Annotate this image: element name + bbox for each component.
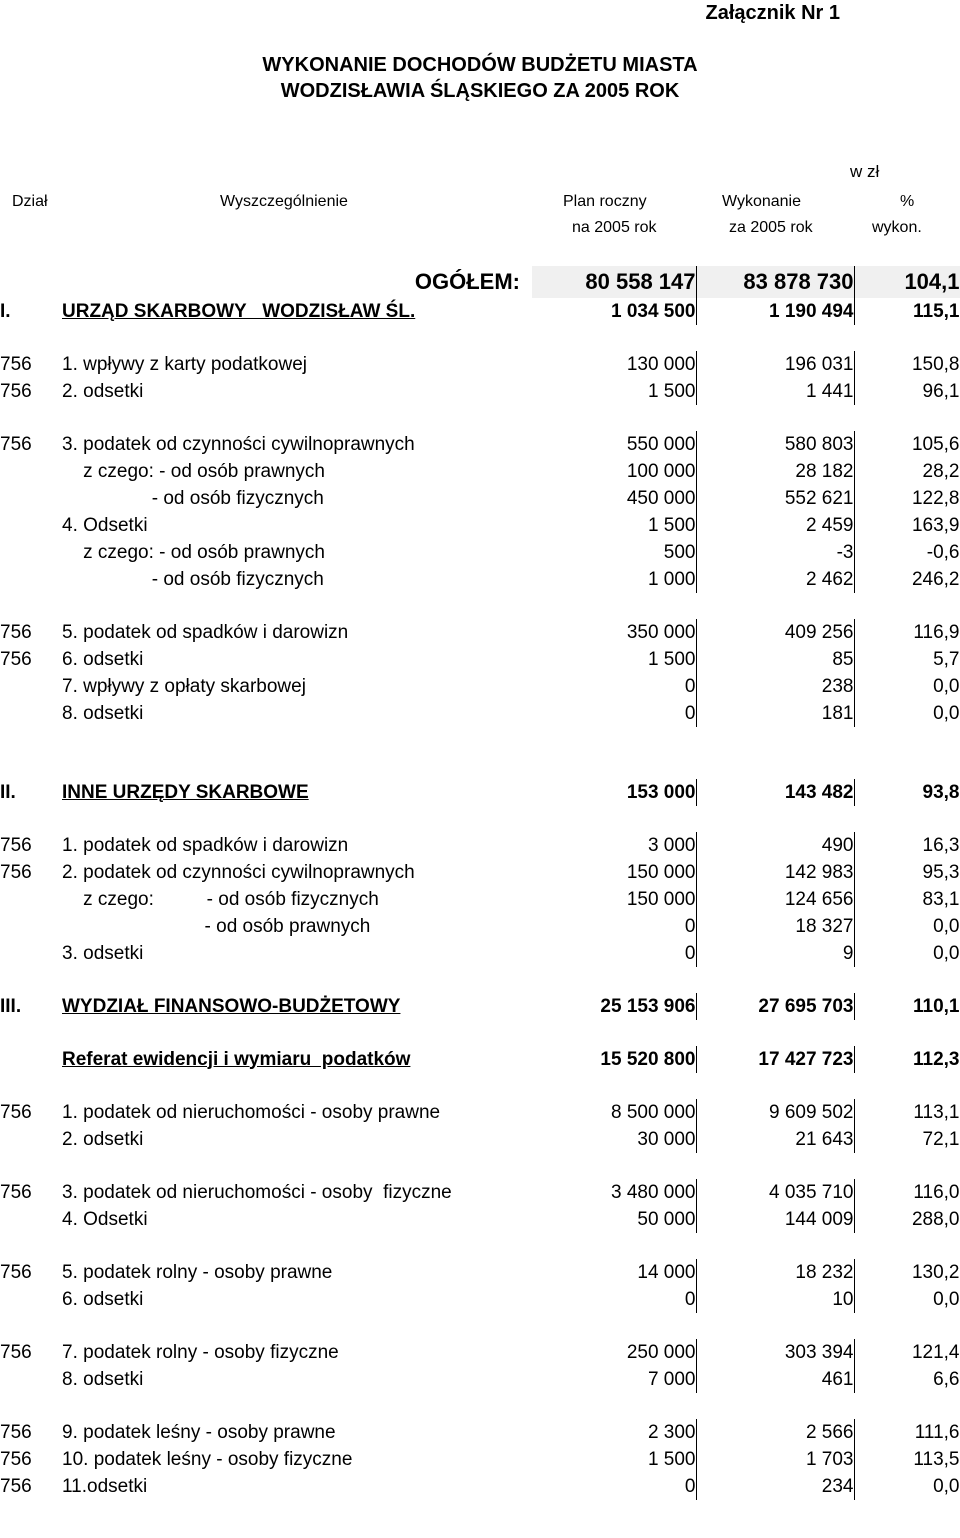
percent-cell: 288,0 [854, 1206, 960, 1233]
document-title-line-1: WYKONANIE DOCHODÓW BUDŻETU MIASTA [262, 54, 698, 76]
plan-cell: 150 000 [532, 886, 696, 913]
plan-cell: 0 [532, 913, 696, 940]
plan-cell: 1 500 [532, 512, 696, 539]
dzial-cell: 756 [0, 1421, 32, 1443]
execution-cell: 238 [696, 673, 854, 700]
dzial-cell [0, 458, 62, 485]
plan-cell: 500 [532, 539, 696, 566]
percent-cell: 112,3 [854, 1046, 960, 1073]
execution-cell: 18 327 [696, 913, 854, 940]
execution-cell: 143 482 [696, 779, 854, 806]
execution-cell: 234 [696, 1473, 854, 1500]
execution-cell: 18 232 [696, 1259, 854, 1286]
spacer-row [0, 806, 960, 832]
execution-cell: 303 394 [696, 1339, 854, 1366]
percent-cell: 83,1 [854, 886, 960, 913]
table-row [0, 993, 960, 1020]
description-cell: 2. odsetki [62, 380, 144, 402]
dzial-cell [0, 940, 62, 967]
table-row [0, 431, 960, 458]
plan-cell: 1 034 500 [532, 298, 696, 325]
table-row [0, 1473, 960, 1500]
plan-cell: 130 000 [532, 351, 696, 378]
dzial-cell [0, 266, 62, 298]
table-row [0, 266, 960, 298]
dzial-cell [0, 566, 62, 593]
execution-cell: 28 182 [696, 458, 854, 485]
description-cell: 2. podatek od czynności cywilnoprawnych [62, 861, 415, 883]
dzial-cell: 756 [0, 1101, 32, 1123]
dzial-cell: 756 [0, 433, 32, 455]
description-cell: 7. wpływy z opłaty skarbowej [62, 675, 306, 697]
dzial-cell: 756 [0, 1181, 32, 1203]
percent-cell: 111,6 [854, 1419, 960, 1446]
plan-cell: 250 000 [532, 1339, 696, 1366]
execution-cell: 124 656 [696, 886, 854, 913]
percent-cell: 110,1 [854, 993, 960, 1020]
plan-cell: 0 [532, 1286, 696, 1313]
description-cell: 10. podatek leśny - osoby fizyczne [62, 1448, 353, 1470]
description-cell: 1. wpływy z karty podatkowej [62, 353, 307, 375]
plan-cell: 1 500 [532, 646, 696, 673]
table-row [0, 1259, 960, 1286]
dzial-cell: 756 [0, 1448, 32, 1470]
description-cell: WYDZIAŁ FINANSOWO-BUDŻETOWY [62, 995, 401, 1017]
dzial-cell [0, 886, 62, 913]
execution-cell: 2 566 [696, 1419, 854, 1446]
execution-cell: 1 703 [696, 1446, 854, 1473]
description-cell: 4. Odsetki [62, 1208, 148, 1230]
execution-cell: 9 [696, 940, 854, 967]
execution-cell: 490 [696, 832, 854, 859]
dzial-cell [0, 1206, 62, 1233]
spacer-cell [0, 593, 960, 619]
dzial-cell: 756 [0, 648, 32, 670]
dzial-cell: II. [0, 781, 16, 803]
percent-cell: 104,1 [854, 266, 960, 298]
execution-cell: 4 035 710 [696, 1179, 854, 1206]
execution-cell: 9 609 502 [696, 1099, 854, 1126]
table-row [0, 832, 960, 859]
description-cell: 7. podatek rolny - osoby fizyczne [62, 1341, 339, 1363]
execution-cell: 85 [696, 646, 854, 673]
percent-cell: 28,2 [854, 458, 960, 485]
dzial-cell [0, 1286, 62, 1313]
plan-cell: 1 000 [532, 566, 696, 593]
percent-cell: 116,9 [854, 619, 960, 646]
percent-cell: 0,0 [854, 1473, 960, 1500]
percent-cell: 6,6 [854, 1366, 960, 1393]
plan-cell: 3 480 000 [532, 1179, 696, 1206]
spacer-cell [0, 1313, 960, 1339]
percent-cell: 113,1 [854, 1099, 960, 1126]
spacer-row [0, 1073, 960, 1099]
execution-cell: 142 983 [696, 859, 854, 886]
plan-cell: 100 000 [532, 458, 696, 485]
plan-cell: 25 153 906 [532, 993, 696, 1020]
percent-cell: 246,2 [854, 566, 960, 593]
percent-cell: 72,1 [854, 1126, 960, 1153]
description-cell: 2. odsetki [62, 1128, 144, 1150]
table-body [0, 266, 960, 1500]
percent-cell: 122,8 [854, 485, 960, 512]
table-row [0, 1099, 960, 1126]
spacer-cell [0, 1393, 960, 1419]
percent-cell: 16,3 [854, 832, 960, 859]
percent-cell: 5,7 [854, 646, 960, 673]
plan-cell: 350 000 [532, 619, 696, 646]
document-title-line-2: WODZISŁAWIA ŚLĄSKIEGO ZA 2005 ROK [280, 80, 680, 102]
spacer-row [0, 1233, 960, 1259]
dzial-cell: 756 [0, 380, 32, 402]
unit-label: w zł [850, 162, 880, 181]
spacer-row [0, 1020, 960, 1046]
percent-cell: 115,1 [854, 298, 960, 325]
percent-cell: 130,2 [854, 1259, 960, 1286]
plan-cell: 1 500 [532, 378, 696, 405]
table-row [0, 700, 960, 727]
plan-cell: 80 558 147 [532, 266, 696, 298]
table-row [0, 646, 960, 673]
percent-cell: 105,6 [854, 431, 960, 458]
table-row [0, 485, 960, 512]
dzial-cell [0, 485, 62, 512]
description-cell: INNE URZĘDY SKARBOWE [62, 781, 309, 803]
description-cell: 6. odsetki [62, 648, 144, 670]
spacer-cell [0, 405, 960, 431]
description-cell: 5. podatek od spadków i darowizn [62, 621, 349, 643]
execution-cell: 1 441 [696, 378, 854, 405]
table-row [0, 1339, 960, 1366]
spacer-cell [0, 1233, 960, 1259]
dzial-cell: 756 [0, 353, 32, 375]
execution-cell: 552 621 [696, 485, 854, 512]
table-row [0, 940, 960, 967]
percent-cell: 0,0 [854, 940, 960, 967]
column-header-wykonanie-line-2: za 2005 rok [729, 219, 813, 236]
spacer-cell [0, 1020, 960, 1046]
column-header-plan-line-2: na 2005 rok [572, 219, 657, 236]
description-cell: 3. podatek od czynności cywilnoprawnych [62, 433, 415, 455]
spacer-row [0, 325, 960, 351]
plan-cell: 2 300 [532, 1419, 696, 1446]
description-cell: - od osób prawnych [62, 915, 371, 937]
plan-cell: 450 000 [532, 485, 696, 512]
column-header-wyszczegolnienie: Wyszczególnienie [220, 193, 348, 210]
table-row [0, 566, 960, 593]
dzial-cell [0, 1126, 62, 1153]
plan-cell: 7 000 [532, 1366, 696, 1393]
table-row [0, 1206, 960, 1233]
spacer-row [0, 1393, 960, 1419]
spacer-row [0, 405, 960, 431]
table-row [0, 1126, 960, 1153]
percent-cell: 121,4 [854, 1339, 960, 1366]
column-header-wykonanie-line-1: Wykonanie [722, 193, 802, 210]
description-cell: z czego: - od osób fizycznych [62, 888, 379, 910]
percent-cell: -0,6 [854, 539, 960, 566]
table-row [0, 1179, 960, 1206]
description-cell: 3. podatek od nieruchomości - osoby fizyczne [62, 1181, 452, 1203]
plan-cell: 0 [532, 700, 696, 727]
table-row [0, 1046, 960, 1073]
plan-cell: 0 [532, 1473, 696, 1500]
percent-cell: 0,0 [854, 1286, 960, 1313]
table-row [0, 1286, 960, 1313]
annex-label: Załącznik Nr 1 [705, 2, 840, 24]
plan-cell: 550 000 [532, 431, 696, 458]
column-header-dzial: Dział [12, 193, 48, 210]
table-row [0, 886, 960, 913]
execution-cell: -3 [696, 539, 854, 566]
percent-cell: 163,9 [854, 512, 960, 539]
description-cell: 5. podatek rolny - osoby prawne [62, 1261, 333, 1283]
budget-income-table [0, 266, 960, 1500]
dzial-cell [0, 1046, 62, 1073]
plan-cell: 0 [532, 940, 696, 967]
spacer-row [0, 1153, 960, 1179]
description-cell: 8. odsetki [62, 1368, 144, 1390]
description-cell: - od osób fizycznych [62, 568, 324, 590]
spacer-row [0, 593, 960, 619]
spacer-row [0, 1313, 960, 1339]
dzial-cell: I. [0, 300, 11, 322]
execution-cell: 2 462 [696, 566, 854, 593]
description-cell: 3. odsetki [62, 942, 144, 964]
dzial-cell: 756 [0, 861, 32, 883]
percent-cell: 0,0 [854, 913, 960, 940]
dzial-cell [0, 539, 62, 566]
plan-cell: 30 000 [532, 1126, 696, 1153]
execution-cell: 83 878 730 [696, 266, 854, 298]
spacer-row [0, 753, 960, 779]
table-row [0, 351, 960, 378]
dzial-cell [0, 913, 62, 940]
dzial-cell: 756 [0, 834, 32, 856]
execution-cell: 580 803 [696, 431, 854, 458]
execution-cell: 17 427 723 [696, 1046, 854, 1073]
column-header-percent-line-2: wykon. [872, 219, 922, 236]
spacer-cell [0, 967, 960, 993]
description-cell: z czego: - od osób prawnych [62, 460, 325, 482]
table-row [0, 298, 960, 325]
plan-cell: 150 000 [532, 859, 696, 886]
percent-cell: 95,3 [854, 859, 960, 886]
description-cell: 1. podatek od spadków i darowizn [62, 834, 349, 856]
column-header-percent-line-1: % [900, 193, 915, 210]
dzial-cell: 756 [0, 621, 32, 643]
table-row [0, 1366, 960, 1393]
column-header-plan-line-1: Plan roczny [563, 193, 647, 210]
spacer-cell [0, 806, 960, 832]
execution-cell: 27 695 703 [696, 993, 854, 1020]
description-cell: Referat ewidencji i wymiaru podatków [62, 1048, 411, 1070]
dzial-cell: 756 [0, 1261, 32, 1283]
description-cell: - od osób fizycznych [62, 487, 324, 509]
percent-cell: 150,8 [854, 351, 960, 378]
spacer-cell [0, 1073, 960, 1099]
plan-cell: 3 000 [532, 832, 696, 859]
dzial-cell: 756 [0, 1341, 32, 1363]
table-row [0, 913, 960, 940]
spacer-row [0, 727, 960, 753]
description-cell: 8. odsetki [62, 702, 144, 724]
plan-cell: 15 520 800 [532, 1046, 696, 1073]
execution-cell: 196 031 [696, 351, 854, 378]
percent-cell: 0,0 [854, 673, 960, 700]
spacer-cell [0, 727, 960, 753]
table-row [0, 619, 960, 646]
table-row [0, 779, 960, 806]
execution-cell: 144 009 [696, 1206, 854, 1233]
dzial-cell [0, 700, 62, 727]
percent-cell: 113,5 [854, 1446, 960, 1473]
table-row [0, 673, 960, 700]
table-row [0, 1419, 960, 1446]
description-cell: 11.odsetki [62, 1475, 148, 1497]
table-row [0, 859, 960, 886]
table-row [0, 539, 960, 566]
plan-cell: 153 000 [532, 779, 696, 806]
plan-cell: 1 500 [532, 1446, 696, 1473]
description-cell: URZĄD SKARBOWY WODZISŁAW ŚL. [62, 300, 416, 322]
description-cell: OGÓŁEM: [62, 266, 532, 298]
table-row [0, 1446, 960, 1473]
spacer-cell [0, 1153, 960, 1179]
execution-cell: 181 [696, 700, 854, 727]
description-cell: 9. podatek leśny - osoby prawne [62, 1421, 336, 1443]
table-row [0, 458, 960, 485]
description-cell: z czego: - od osób prawnych [62, 541, 325, 563]
execution-cell: 1 190 494 [696, 298, 854, 325]
description-cell: 6. odsetki [62, 1288, 144, 1310]
execution-cell: 21 643 [696, 1126, 854, 1153]
execution-cell: 409 256 [696, 619, 854, 646]
percent-cell: 93,8 [854, 779, 960, 806]
plan-cell: 50 000 [532, 1206, 696, 1233]
execution-cell: 2 459 [696, 512, 854, 539]
table-row [0, 378, 960, 405]
description-cell: 1. podatek od nieruchomości - osoby prawne [62, 1101, 441, 1123]
dzial-cell [0, 673, 62, 700]
spacer-cell [0, 325, 960, 351]
dzial-cell [0, 512, 62, 539]
percent-cell: 116,0 [854, 1179, 960, 1206]
plan-cell: 0 [532, 673, 696, 700]
plan-cell: 14 000 [532, 1259, 696, 1286]
execution-cell: 10 [696, 1286, 854, 1313]
execution-cell: 461 [696, 1366, 854, 1393]
dzial-cell: III. [0, 995, 22, 1017]
percent-cell: 0,0 [854, 700, 960, 727]
description-cell: 4. Odsetki [62, 514, 148, 536]
plan-cell: 8 500 000 [532, 1099, 696, 1126]
dzial-cell [0, 1366, 62, 1393]
dzial-cell: 756 [0, 1475, 32, 1497]
percent-cell: 96,1 [854, 378, 960, 405]
spacer-cell [0, 753, 960, 779]
spacer-row [0, 967, 960, 993]
table-row [0, 512, 960, 539]
